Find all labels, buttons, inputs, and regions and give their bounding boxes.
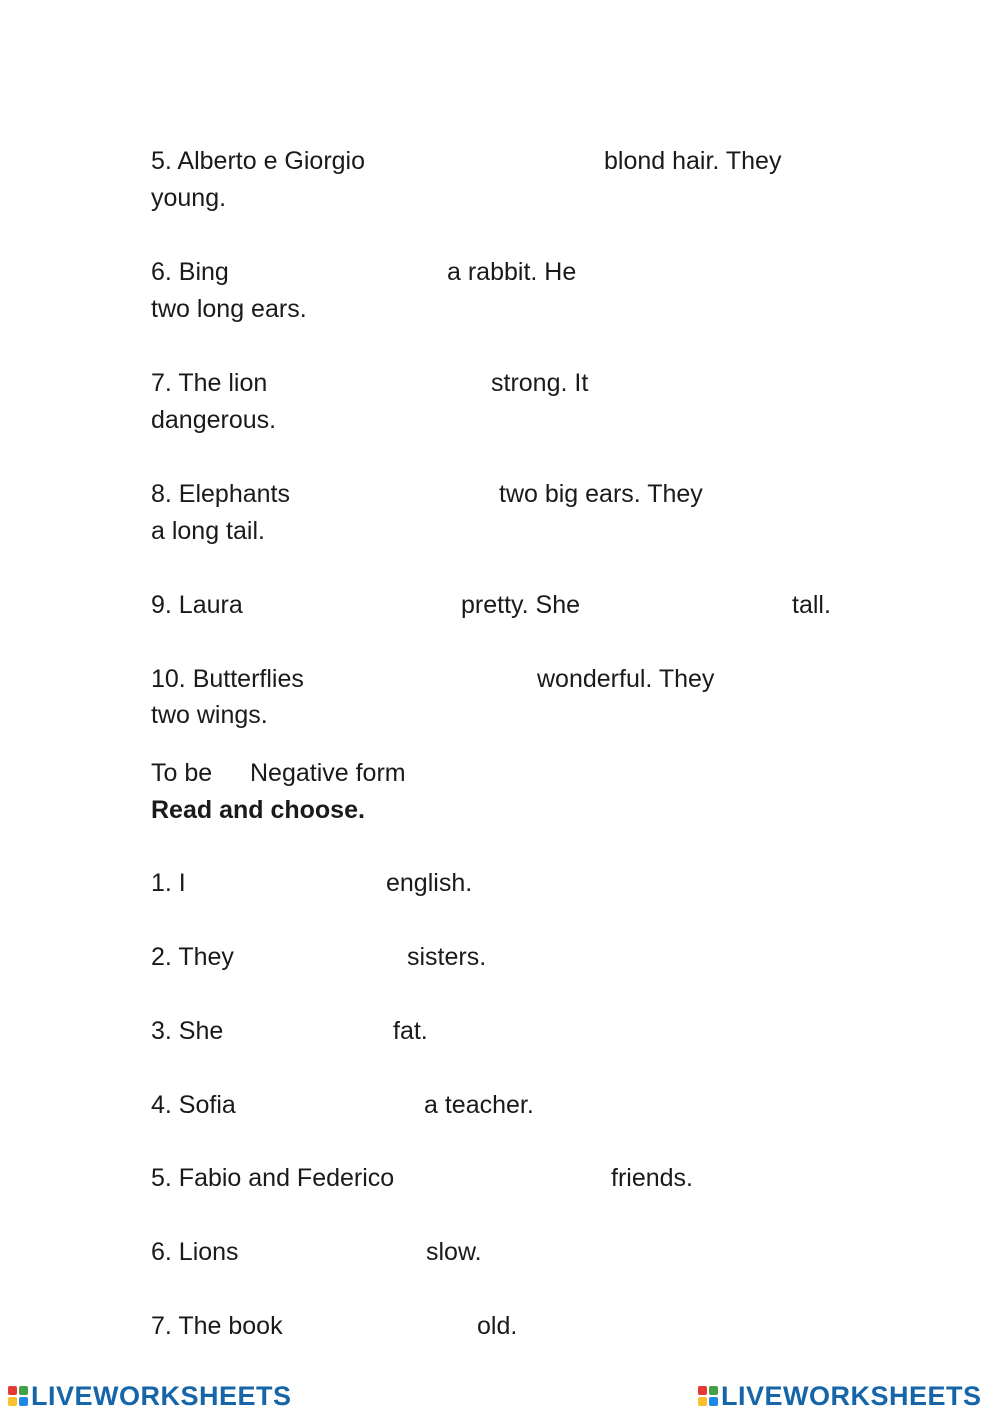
question-9-middle: pretty. She: [461, 591, 581, 619]
logo-text-left: LIVEWORKSHEETS: [31, 1380, 292, 1411]
liveworksheets-logo-right: [698, 1380, 982, 1412]
liveworksheets-mark-icon: [698, 1386, 718, 1406]
question-6-line2: two long ears.: [151, 295, 307, 323]
question-8-line2: a long tail.: [151, 517, 265, 545]
section-heading-to-be: To be: [151, 759, 213, 787]
negative-5-rest: friends.: [611, 1164, 693, 1192]
negative-5-subject: 5. Fabio and Federico: [151, 1164, 395, 1192]
mark-square-blue: [709, 1397, 718, 1406]
question-8-rest: two big ears. They: [499, 480, 703, 508]
question-10-subject: 10. Butterflies: [151, 665, 304, 693]
question-7-subject: 7. The lion: [151, 369, 268, 397]
question-6-rest: a rabbit. He: [447, 258, 577, 286]
question-5-subject: 5. Alberto e Giorgio: [151, 147, 366, 175]
question-7-rest: strong. It: [491, 369, 589, 397]
mark-square-green: [709, 1386, 718, 1395]
mark-square-red: [8, 1386, 17, 1395]
question-9-subject: 9. Laura: [151, 591, 243, 619]
question-9-end: tall.: [792, 591, 831, 619]
negative-7-rest: old.: [477, 1312, 518, 1340]
negative-2-subject: 2. They: [151, 943, 234, 971]
liveworksheets-logo-left: [8, 1380, 292, 1412]
negative-2-rest: sisters.: [407, 943, 487, 971]
negative-3-subject: 3. She: [151, 1017, 224, 1045]
negative-4-rest: a teacher.: [424, 1091, 534, 1119]
question-7-line2: dangerous.: [151, 406, 277, 434]
negative-1-rest: english.: [386, 869, 473, 897]
mark-square-green: [19, 1386, 28, 1395]
question-5-rest: blond hair. They: [604, 147, 782, 175]
negative-4-subject: 4. Sofia: [151, 1091, 236, 1119]
mark-square-red: [698, 1386, 707, 1395]
mark-square-blue: [19, 1397, 28, 1406]
question-10-rest: wonderful. They: [537, 665, 715, 693]
negative-1-subject: 1. I: [151, 869, 186, 897]
negative-6-subject: 6. Lions: [151, 1238, 239, 1266]
question-10-line2: two wings.: [151, 701, 268, 729]
negative-7-subject: 7. The book: [151, 1312, 283, 1340]
logo-text-right: LIVEWORKSHEETS: [721, 1380, 982, 1411]
question-6-subject: 6. Bing: [151, 258, 229, 286]
question-8-subject: 8. Elephants: [151, 480, 290, 508]
mark-square-yellow: [698, 1397, 707, 1406]
question-5-line2: young.: [151, 184, 227, 212]
instruction: Read and choose.: [151, 796, 365, 824]
section-heading-negative-form: Negative form: [250, 759, 406, 787]
negative-6-rest: slow.: [426, 1238, 482, 1266]
mark-square-yellow: [8, 1397, 17, 1406]
liveworksheets-mark-icon: [8, 1386, 28, 1406]
negative-3-rest: fat.: [393, 1017, 428, 1045]
